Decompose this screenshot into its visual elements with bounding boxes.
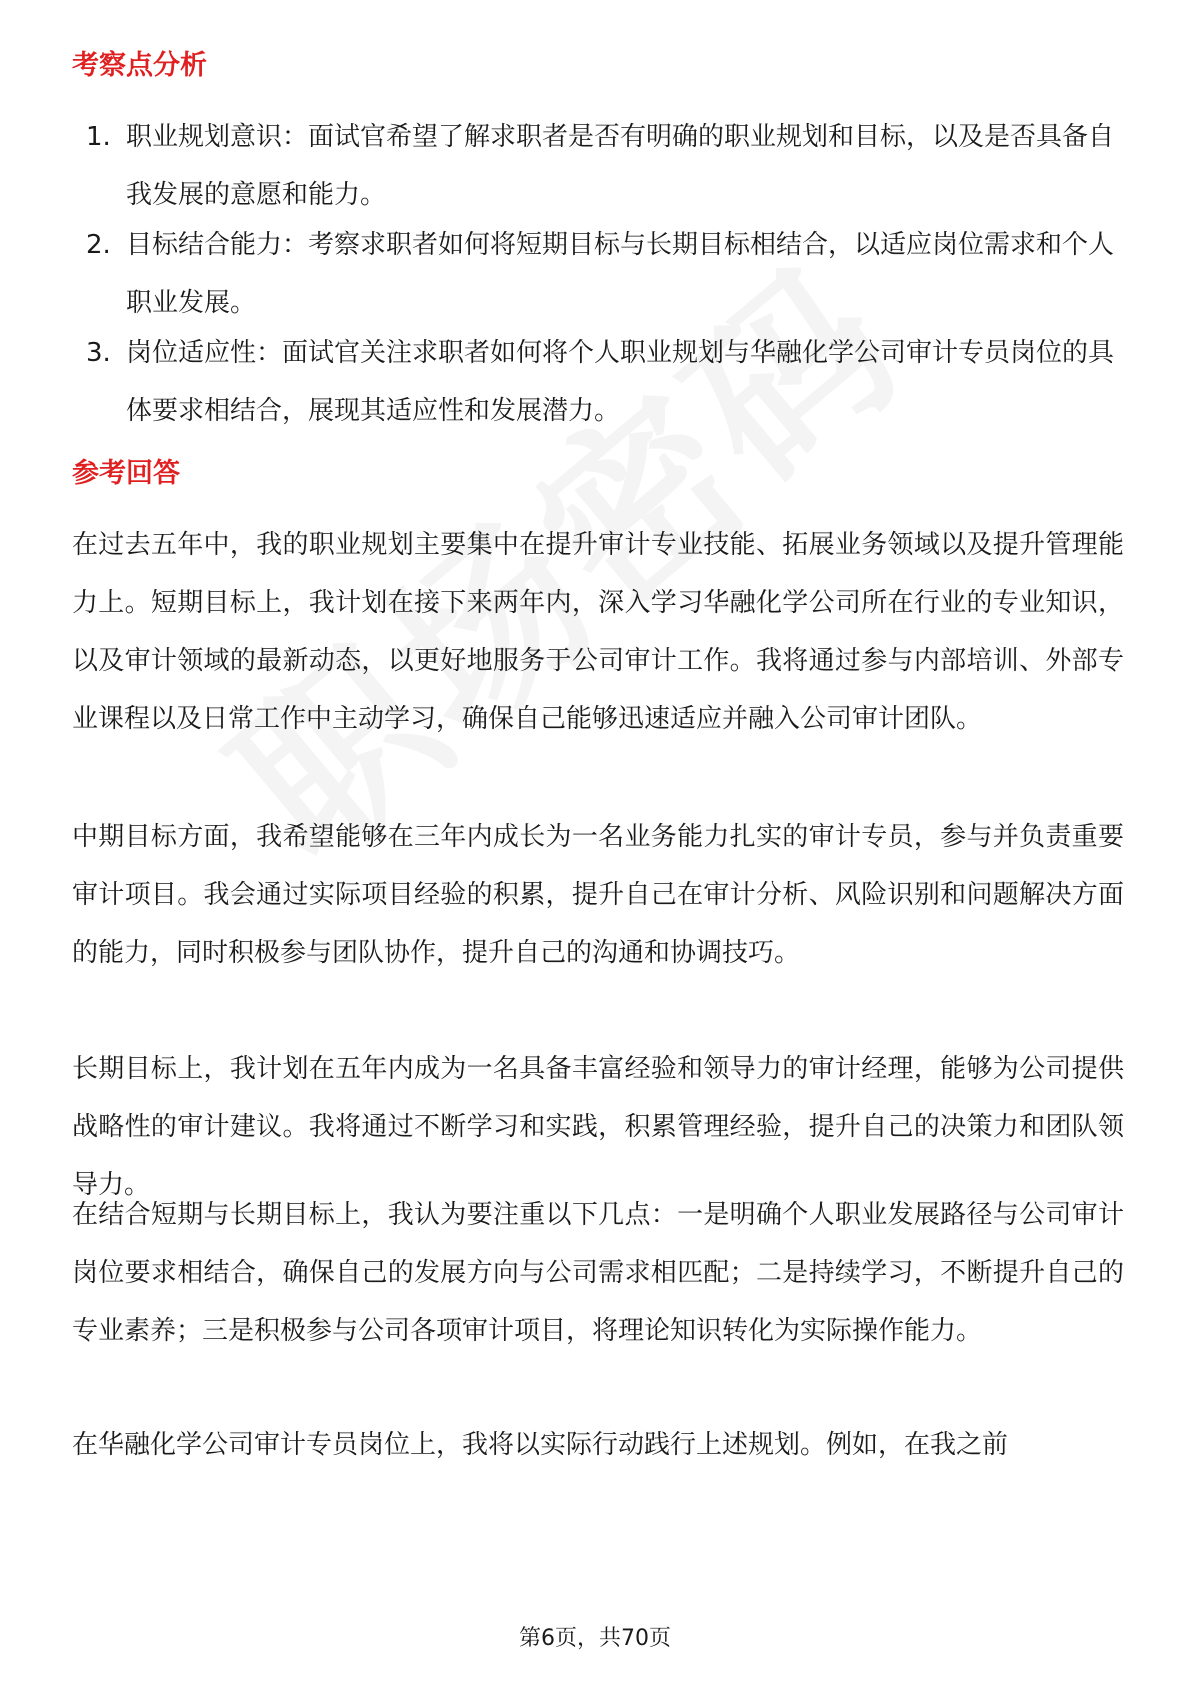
list-item-text: 岗位适应性：面试官关注求职者如何将个人职业规划与华融化学公司审计专员岗位的具体要求相结合，展现其适应性和发展潜力。 bbox=[126, 338, 1115, 426]
answer-paragraph-5: 在华融化学公司审计专员岗位上，我将以实际行动践行上述规划。例如，在我之前 bbox=[72, 1430, 1009, 1460]
list-item-number: 3. bbox=[86, 338, 111, 368]
answer-paragraph-3: 长期目标上，我计划在五年内成为一名具备丰富经验和领导力的审计经理，能够为公司提供战略性的审计建议。我将通过不断学习和实践，积累管理经验，提升自己的决策力和团队领导力。 bbox=[72, 1054, 1124, 1200]
analysis-list bbox=[72, 108, 1122, 432]
answer-paragraph-2: 中期目标方面，我希望能够在三年内成长为一名业务能力扎实的审计专员，参与并负责重要审计项目。我会通过实际项目经验的积累，提升自己在审计分析、风险识别和问题解决方面的能力，同时积极参与团队协作，提升自己的沟通和协调技巧。 bbox=[72, 822, 1124, 968]
answer-paragraph-1: 在过去五年中，我的职业规划主要集中在提升审计专业技能、拓展业务领域以及提升管理能力上。短期目标上，我计划在接下来两年内，深入学习华融化学公司所在行业的专业知识，以及审计领域的最新动态，以更好地服务于公司审计工作。我将通过参与内部培训、外部专业课程以及日常工作中主动学习，确保自己能够迅速适应并融入公司审计团队。 bbox=[72, 530, 1124, 734]
list-item-text: 职业规划意识：面试官希望了解求职者是否有明确的职业规划和目标，以及是否具备自我发展的意愿和能力。 bbox=[126, 122, 1115, 210]
list-item-text: 目标结合能力：考察求职者如何将短期目标与长期目标相结合，以适应岗位需求和个人职业发展。 bbox=[126, 230, 1115, 318]
list-item bbox=[72, 324, 1122, 432]
answer-paragraph-4: 在结合短期与长期目标上，我认为要注重以下几点：一是明确个人职业发展路径与公司审计岗位要求相结合，确保自己的发展方向与公司需求相匹配；二是持续学习，不断提升自己的专业素养；三是积极参与公司各项审计项目，将理论知识转化为实际操作能力。 bbox=[72, 1200, 1124, 1346]
page-number-footer: 第6页，共70页 bbox=[519, 1626, 671, 1651]
list-item bbox=[72, 108, 1122, 216]
section-title-answer: 参考回答 bbox=[72, 458, 180, 489]
section-title-analysis: 考察点分析 bbox=[72, 50, 207, 81]
list-item bbox=[72, 216, 1122, 324]
list-item-number: 2. bbox=[86, 230, 111, 260]
list-item-number: 1. bbox=[86, 122, 111, 152]
